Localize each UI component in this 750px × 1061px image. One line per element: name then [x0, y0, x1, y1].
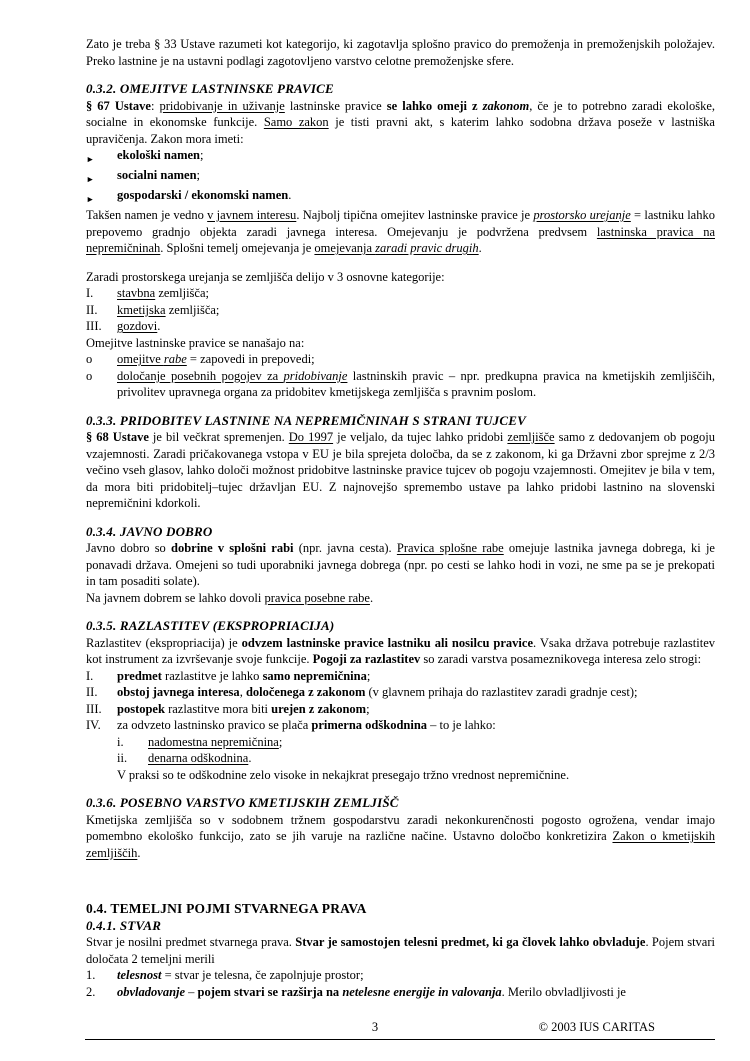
text-run: postopek: [117, 701, 165, 716]
paragraph: [86, 590, 715, 607]
list-marker: ii.: [117, 751, 128, 765]
footer-rule: [85, 1039, 715, 1040]
text-run: lastninskih pravic – npr. predkupna pravica na kmetijskih zemljiščih, privolitev upravnega organa za pridobitev kmetijskega zemljišča s pravnim poslom.: [117, 368, 715, 399]
text-run: .: [137, 845, 141, 860]
list-item-text: [117, 318, 715, 335]
text-run: omejevanja: [314, 241, 376, 255]
text-run: razlastitve mora biti: [164, 701, 272, 716]
text-run: Stvar je samostojen telesni predmet, ki ga človek lahko obvladuje: [295, 935, 646, 949]
bullet-icon: ►: [86, 153, 95, 164]
text-run: omejuje lastnika javnega dobrega, ki je ponavadi država. Omejeni so tudi uporabniki javnega dobrega (npr. po cesti se lahko hodi in vozi, ne sme pa se je prekopati in tam posaditi solate).: [86, 541, 715, 588]
text-run: ;: [200, 148, 204, 162]
list-item: [86, 717, 715, 734]
text-run: v javnem interesu: [207, 208, 297, 222]
list-marker: 1.: [86, 968, 96, 982]
text-run: lastninske pravice: [284, 98, 387, 113]
list-item: [86, 147, 715, 167]
text-run: – to je lahko:: [427, 718, 496, 732]
text-run: = zapovedi in prepovedi;: [186, 352, 315, 366]
section-heading: [86, 901, 715, 918]
paragraph: [86, 207, 715, 257]
paragraph: [86, 98, 715, 148]
spacer: [86, 861, 715, 901]
document-body: [86, 36, 715, 1000]
list-item-text: [117, 668, 715, 685]
list-item-text: [148, 734, 715, 751]
text-run: Zaradi prostorskega urejanja se zemljišča delijo v 3 osnovne kategorije:: [86, 269, 445, 284]
list-item: [86, 302, 715, 319]
text-run: ,: [239, 685, 246, 699]
text-run: V praksi so te odškodnine zelo visoke in nekajkrat presegajo tržno vrednost nepremičnine.: [117, 767, 570, 782]
text-run: obvladovanje: [117, 984, 186, 999]
list-item: [86, 351, 715, 368]
text-run: zakonom: [482, 98, 530, 113]
text-run: določanje posebnih pogojev za: [117, 368, 284, 383]
text-run: gospodarski / ekonomski namen: [117, 188, 289, 202]
text-run: 0.3.5. RAZLASTITEV (EKSPROPRIACIJA): [86, 618, 335, 633]
copyright-notice: © 2003 IUS CARITAS: [538, 1020, 655, 1034]
text-run: .: [478, 241, 482, 255]
text-run: .: [157, 319, 161, 333]
list-item-text: [117, 717, 715, 734]
text-run: ;: [278, 734, 283, 749]
list-item: [86, 368, 715, 401]
list-item: [86, 684, 715, 701]
list-item-text: [117, 368, 715, 401]
text-run: prostorsko urejanje: [533, 208, 631, 222]
text-run: samo z dedovanjem ob pogoju vzajemnosti. Zaradi pričakovanega vstopa v EU je bila sprejeta določba, da se z zakonom, ki ga Državni zbor sprejme z 2/3 večino vseh glasov, lahko določi možnost pridobitve lastninske pravice tujcev ob pogoju vzajemnosti. Omejitev je bila v tem, da mora biti pridobitelj–tujec državljan EU. Z najnovejšo spremembo ustave pa lahko pridobi lastnino na slovenski nepremičnini kdorkoli.: [86, 430, 715, 510]
text-run: zemljišča;: [165, 302, 220, 317]
list-item-text: [117, 967, 715, 984]
list-marker: II.: [86, 685, 98, 699]
list-marker: I.: [86, 668, 94, 683]
list-item-text: [117, 984, 715, 1001]
text-run: so zaradi varstva posameznikovega interesa zelo strogi:: [420, 652, 702, 666]
list-item: [86, 285, 715, 302]
text-run: Takšen namen je vedno: [86, 208, 208, 222]
list-item: [86, 984, 715, 1001]
list-item-text: [148, 750, 715, 767]
list-item: [86, 167, 715, 187]
bullet-icon: ►: [86, 193, 95, 204]
text-run: Zato je treba § 33 Ustave razumeti kot kategorijo, ki zagotavlja splošno pravico do premoženja in premoženjskih položajev. Preko lastnine je na ustavni podlagi zagotovljeno varstvo celotne premoženjske sfere.: [86, 37, 715, 68]
text-run: primerna odškodnina: [311, 718, 428, 732]
spacer: [86, 783, 715, 795]
text-run: kmetijska: [117, 302, 166, 317]
list-marker: i.: [117, 734, 124, 749]
page-number: 3: [371, 1020, 379, 1034]
text-run: zemljišče: [507, 430, 555, 444]
text-run: Pravica splošne rabe: [396, 541, 504, 555]
text-run: rabe: [163, 352, 187, 366]
list-marker: o: [86, 352, 93, 366]
text-run: urejen z zakonom: [271, 701, 367, 716]
text-run: 0.3.6. POSEBNO VARSTVO KMETIJSKIH ZEMLJIŠČ: [86, 795, 399, 810]
text-run: . Merilo obvladljivosti je: [501, 984, 626, 999]
text-run: Kmetijska zemljišča so v sodobnem tržnem gospodarstvu zaradi nekonkurenčnosti pogosto ogrožena, vendar imajo pomembno ekološko funkcijo, zato se jih varuje na različne načine. Ustavno določbo konkretizira: [86, 812, 715, 843]
text-run: . Splošni temelj omejevanja je: [160, 241, 315, 255]
paragraph: [86, 36, 715, 69]
paragraph: [86, 429, 715, 512]
text-run: omejitve: [117, 352, 164, 366]
text-run: zemljišča;: [155, 286, 209, 300]
list-item-text: [117, 701, 715, 718]
text-run: socialni namen: [117, 168, 197, 182]
spacer: [86, 69, 715, 81]
section-heading: [86, 413, 715, 430]
text-run: .: [369, 590, 374, 605]
text-run: obstoj javnega interesa: [117, 685, 240, 699]
text-run: ;: [366, 701, 370, 716]
text-run: . Pojem stvari določata 2 temeljni merili: [86, 935, 715, 966]
list-marker: o: [86, 368, 93, 383]
list-item: [117, 734, 715, 751]
list-item-text: [117, 684, 715, 701]
text-run: lastninska pravica na nepremičninah: [86, 224, 715, 255]
text-run: ekološki namen: [117, 148, 201, 162]
list-marker: II.: [86, 302, 98, 317]
paragraph: [86, 540, 715, 590]
text-run: pojem stvari se razširja na: [197, 984, 343, 999]
text-run: ;: [366, 668, 371, 683]
section-heading: [86, 618, 715, 635]
text-run: = lastniku lahko prepovemo gradnjo objekta zaradi javnega interesa. Omejevanju je podvržena predvsem: [86, 208, 715, 239]
section-heading: [86, 81, 715, 98]
text-run: Samo zakon: [263, 115, 329, 129]
list-item-text: [117, 351, 715, 368]
list-item: [86, 318, 715, 335]
text-run: stavbna: [117, 286, 156, 300]
text-run: telesnost: [117, 968, 162, 982]
spacer: [86, 401, 715, 413]
paragraph: [86, 812, 715, 862]
text-run: § 68 Ustave: [86, 430, 149, 444]
text-run: nadomestna nepremičnina: [148, 734, 279, 749]
text-run: .: [248, 751, 252, 765]
list-item: [86, 668, 715, 685]
section-heading: [86, 918, 715, 935]
text-run: gozdovi: [117, 319, 158, 333]
text-run: (v glavnem prihaja do razlastitev zaradi gradnje cest);: [365, 685, 638, 699]
text-run: samo nepremičnina: [262, 668, 367, 683]
text-run: –: [185, 984, 198, 999]
text-run: Zakon o kmetijskih zemljiščih: [86, 829, 716, 860]
text-run: .: [288, 188, 292, 202]
text-run: denarna odškodnina: [148, 751, 249, 765]
list-item-text: [117, 187, 715, 207]
text-run: , če je to potrebno zaradi ekološke, socialne in ekonomske funkcije.: [86, 98, 715, 129]
text-run: (npr. javna cesta).: [293, 541, 397, 555]
text-run: Na javnem dobrem se lahko dovoli: [86, 590, 265, 605]
paragraph: [86, 635, 715, 668]
text-run: 0.3.4. JAVNO DOBRO: [86, 523, 213, 539]
text-run: za odvzeto lastninsko pravico se plača: [117, 718, 312, 732]
text-run: :: [150, 98, 160, 113]
list-item-text: [117, 302, 715, 319]
text-run: pridobivanje: [283, 368, 348, 383]
paragraph: [86, 269, 715, 286]
text-run: odvzem lastninske pravice lastniku ali nosilcu pravice: [241, 635, 534, 650]
list-marker: I.: [86, 286, 94, 300]
text-run: pravica posebne rabe: [264, 590, 370, 605]
text-run: 0.3.3. PRIDOBITEV LASTNINE NA NEPREMIČNINAH S STRANI TUJCEV: [86, 412, 526, 428]
text-run: določenega z zakonom: [245, 685, 366, 699]
list-marker: III.: [86, 319, 102, 333]
text-run: zaradi pravic drugih: [375, 241, 479, 255]
text-run: netelesne energije in valovanja: [342, 984, 502, 999]
text-run: je bil večkrat spremenjen.: [148, 430, 289, 444]
paragraph: [86, 934, 715, 967]
paragraph: [86, 335, 715, 352]
bullet-icon: ►: [86, 173, 95, 184]
text-run: Omejitve lastninske pravice se nanašajo na:: [86, 335, 305, 350]
text-run: Do 1997: [288, 430, 334, 444]
list-item-text: [117, 285, 715, 302]
text-run: pridobivanje in uživanje: [159, 98, 285, 113]
text-run: 0.4. TEMELJNI POJMI STVARNEGA PRAVA: [86, 901, 367, 916]
text-run: = stvar je telesna, če zapolnjuje prostor;: [161, 968, 364, 982]
text-run: Razlastitev (ekspropriacija) je: [86, 635, 242, 650]
list-item-text: [117, 167, 715, 187]
text-run: je tisti pravni akt, s katerim lahko sodobna država poseže v lastniška upravičenja. Zakon mora imeti:: [86, 115, 715, 146]
text-run: razlastitve je lahko: [161, 668, 263, 683]
text-run: dobrine v splošni rabi: [171, 541, 294, 555]
text-run: . Najbolj tipična omejitev lastninske pravice je: [296, 208, 534, 222]
spacer: [86, 512, 715, 524]
text-run: 0.4.1. STVAR: [86, 917, 162, 933]
text-run: predmet: [117, 668, 162, 683]
paragraph: [117, 767, 715, 784]
text-run: je veljalo, da tujec lahko pridobi: [333, 430, 508, 444]
text-run: . Vsaka država potrebuje razlastitev kot instrument za izvrševanje svoje funkcije.: [86, 635, 715, 666]
list-marker: IV.: [86, 718, 101, 732]
list-item: [117, 750, 715, 767]
list-item: [86, 967, 715, 984]
text-run: se lahko omeji z: [386, 98, 483, 113]
section-heading: [86, 795, 715, 812]
list-marker: III.: [86, 701, 102, 716]
text-run: Pogoji za razlastitev: [312, 652, 421, 666]
list-marker: 2.: [86, 984, 96, 999]
list-item-text: [117, 147, 715, 167]
list-item: [86, 701, 715, 718]
spacer: [86, 606, 715, 618]
list-item: [86, 187, 715, 207]
spacer: [86, 257, 715, 269]
section-heading: [86, 524, 715, 541]
text-run: Javno dobro so: [86, 541, 171, 555]
text-run: § 67 Ustave: [86, 98, 151, 113]
text-run: ;: [196, 168, 201, 182]
text-run: Stvar je nosilni predmet stvarnega prava.: [86, 935, 296, 949]
text-run: 0.3.2. OMEJITVE LASTNINSKE PRAVICE: [86, 81, 334, 96]
